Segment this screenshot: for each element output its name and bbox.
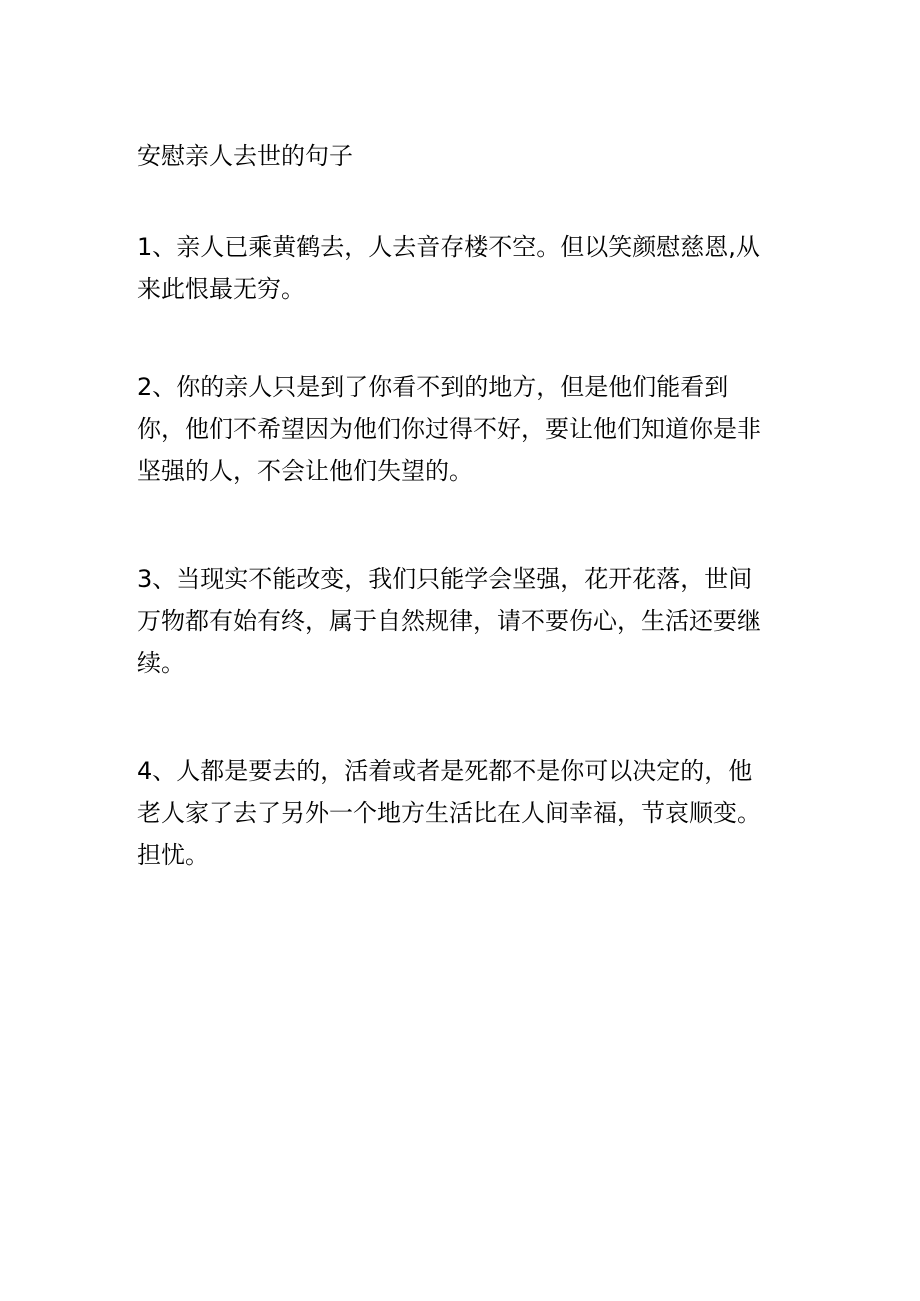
- paragraph-2: [137, 366, 797, 492]
- paragraph-line: 老人家了去了另外一个地方生活比在人间幸福，节哀顺变。: [137, 799, 761, 827]
- paragraph-line: 3、当现实不能改变，我们只能学会坚强，花开花落，世间: [137, 565, 753, 593]
- paragraph-line: 1、亲人已乘黄鹤去，人去音存楼不空。但以笑颜慰慈恩,从: [137, 233, 760, 261]
- paragraph-3: [137, 558, 797, 684]
- paragraph-line: 续。: [137, 649, 185, 677]
- paragraph-4: [137, 750, 797, 876]
- paragraph-line: 坚强的人，不会让他们失望的。: [137, 457, 473, 485]
- document-title: 安慰亲人去世的句子: [137, 142, 353, 170]
- paragraph-line: 担忧。: [137, 841, 209, 869]
- paragraph-line: 2、你的亲人只是到了你看不到的地方，但是他们能看到: [137, 373, 729, 401]
- paragraph-line: 你，他们不希望因为他们你过得不好，要让他们知道你是非: [137, 415, 761, 443]
- paragraph-line: 4、人都是要去的，活着或者是死都不是你可以决定的，他: [137, 757, 753, 785]
- paragraph-1: [137, 226, 797, 310]
- paragraph-line: 万物都有始有终，属于自然规律，请不要伤心，生活还要继: [137, 607, 761, 635]
- paragraph-line: 来此恨最无穷。: [137, 275, 305, 303]
